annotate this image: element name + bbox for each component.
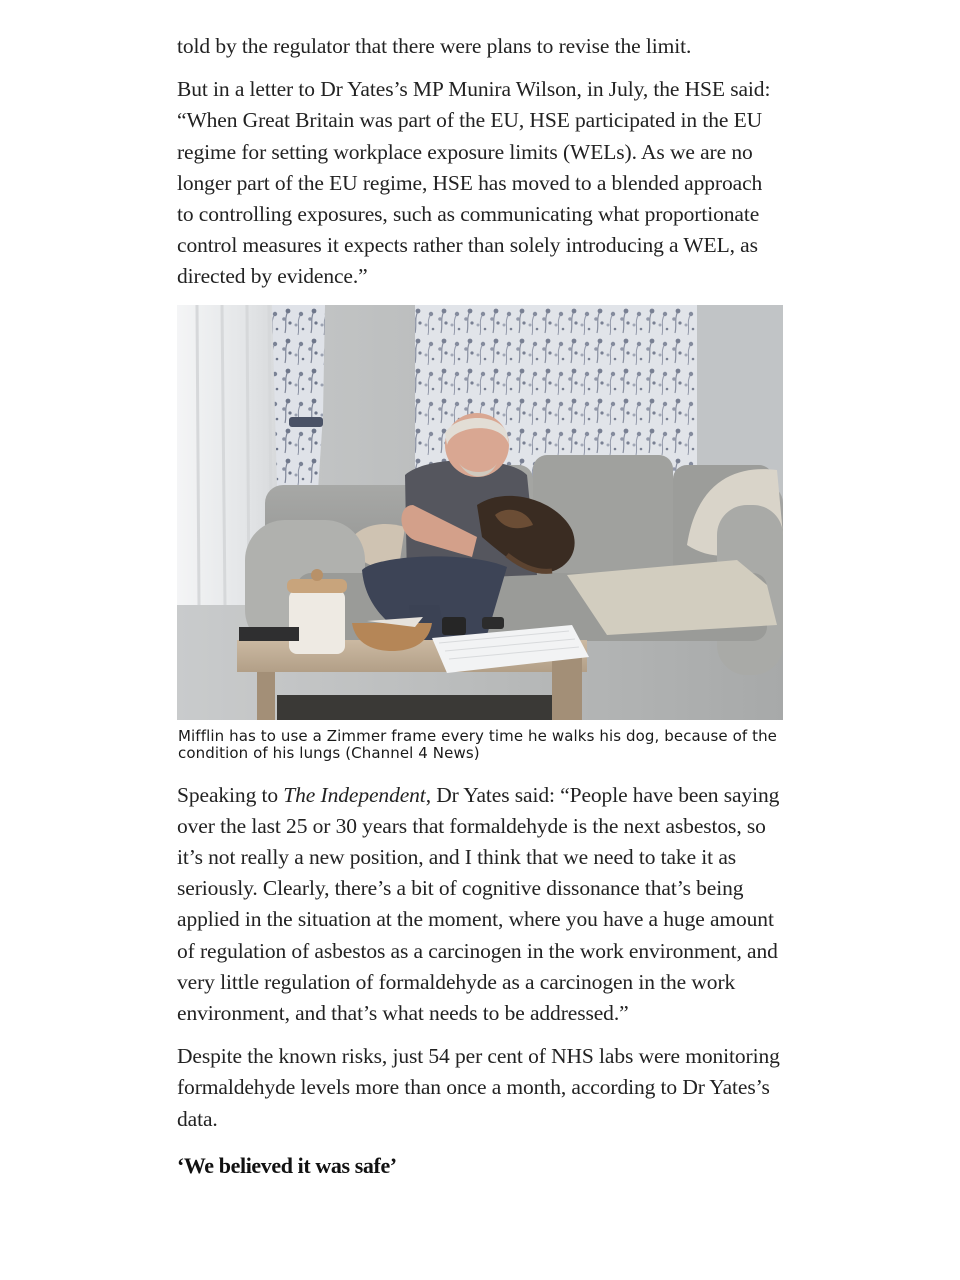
section-subheading: ‘We believed it was safe’	[177, 1152, 397, 1178]
paragraph-text: , Dr Yates said: “People have been saying over the last 25 or 30 years that formaldehyde is the next asbestos, so it’s not really a new position, and I think that we need to take it as seriously. Clearly, there’s a bit of cognitive dissonance that’s being applied in the situation at the moment, where you have a huge amount of regulation of asbestos as a carcinogen in the work environment, and very little regulation of formaldehyde as a carcinogen in the work environment, and that’s what needs to be addressed.”	[177, 782, 780, 1026]
paragraph: Despite the known risks, just 54 per cent of NHS labs were monitoring formaldehyde levels more than once a month, according to Dr Yates’s data.	[177, 1044, 780, 1131]
paragraph	[177, 780, 783, 1030]
paragraph-text: Speaking to	[177, 782, 284, 807]
paragraph: told by the regulator that there were plans to revise the limit.	[177, 34, 692, 58]
article-body	[177, 31, 783, 1181]
paragraph: But in a letter to Dr Yates’s MP Munira Wilson, in July, the HSE said: “When Great Britain was part of the EU, HSE participated in the EU regime for setting workplace exposure limits (WELs). As we are no longer part of the EU regime, HSE has moved to a blended approach to controlling exposures, such as communicating what proportionate control measures it expects rather than solely introducing a WEL, as directed by evidence.”	[177, 77, 771, 289]
figure-caption: Mifflin has to use a Zimmer frame every time he walks his dog, because of the condition of his lungs (Channel 4 News)	[178, 726, 778, 762]
article-figure	[177, 305, 783, 762]
publication-name: The Independent	[283, 782, 426, 807]
article-photo[interactable]	[177, 305, 783, 720]
